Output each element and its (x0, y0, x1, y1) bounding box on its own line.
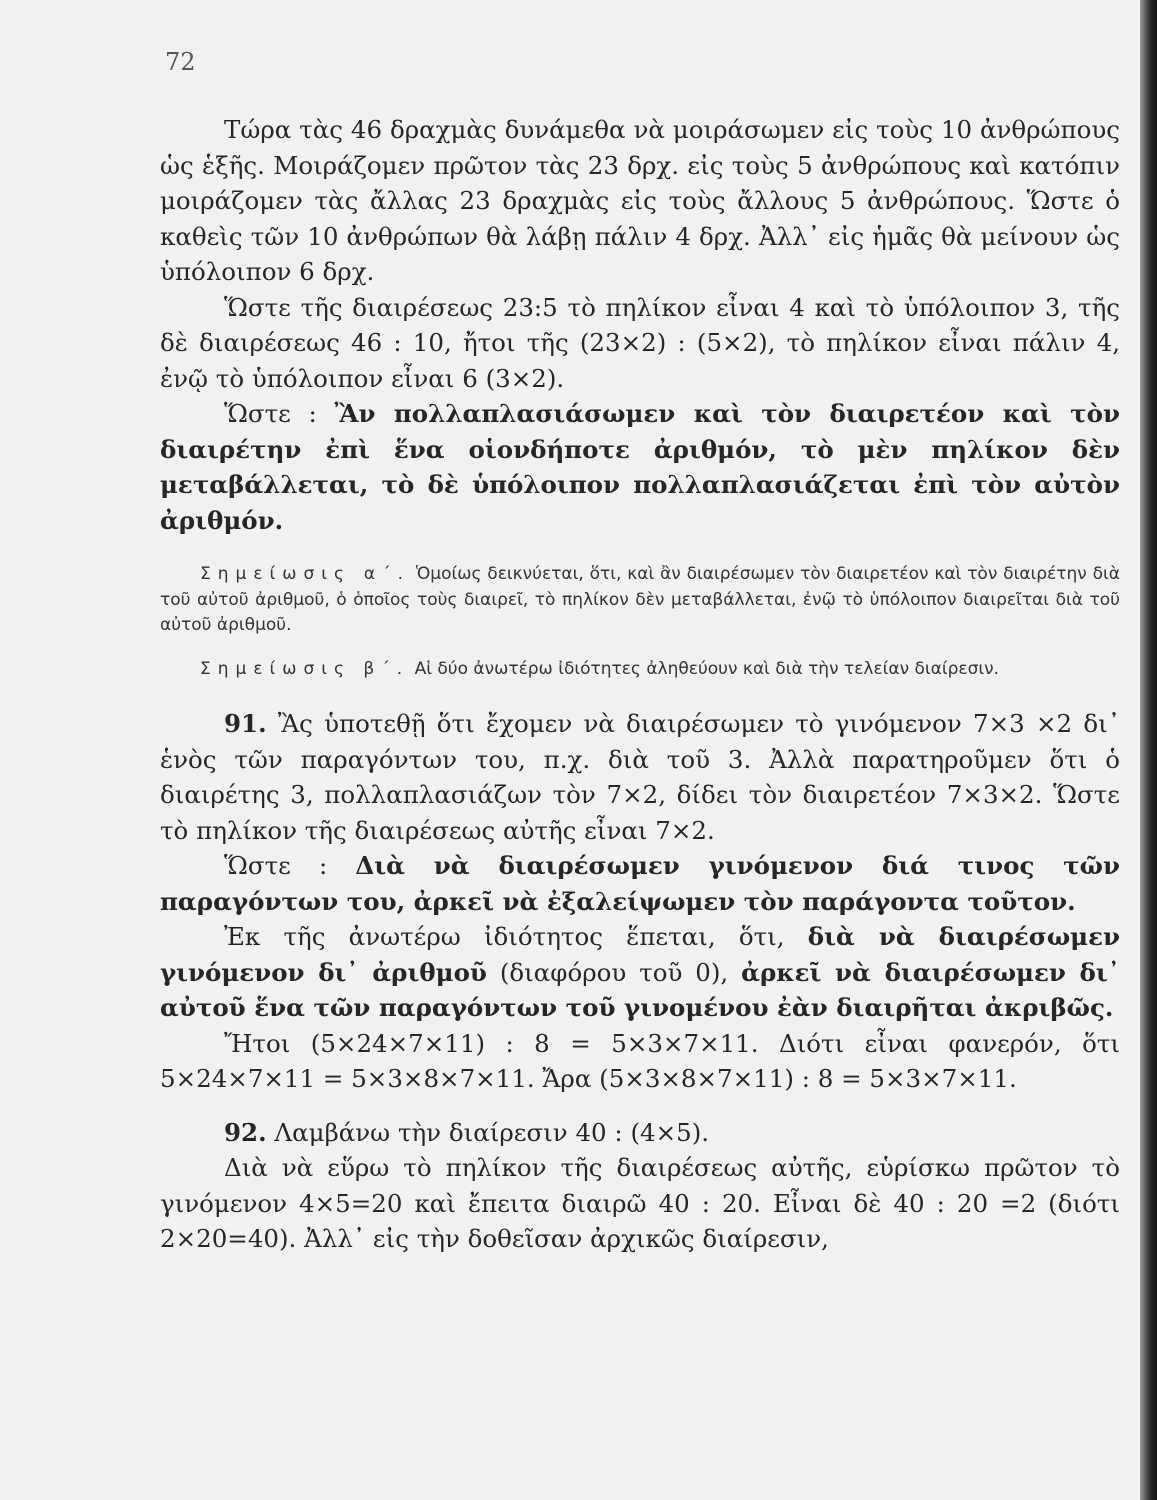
paragraph-division-example: Ὥστε τῆς διαιρέσεως 23:5 τὸ πηλίκον εἶναι 4 καὶ τὸ ὑπόλοιπον 3, τῆς δὲ διαιρέσεως 46 : 10, ἤτοι τῆς (23×2) : (5×2), τὸ πηλίκον εἶναι πάλιν 4, ἐνῷ τὸ ὑπόλοιπον εἶναι 6 (3×2). (160, 292, 1120, 393)
paragraph-drachmas: Τώρα τὰς 46 δραχμὰς δυνάμεθα νὰ μοιράσωμεν εἰς τοὺς 10 ἀνθρώπους ὡς ἑξῆς. Μοιράζομεν πρῶτον τὰς 23 δρχ. εἰς τοὺς 5 ἀνθρώπους καὶ κατόπιν μοιράζομεν τὰς ἄλλας 23 δραχμὰς εἰς τοὺς ἄλλους 5 ἀνθρώπους. Ὥστε ὁ καθεὶς τῶν 10 ἀνθρώπων θὰ λάβῃ πάλιν 4 δρχ. Ἀλλ᾽ εἰς ἡμᾶς θὰ μείνουν ὡς ὑπόλοιπον 6 δρχ. (160, 115, 1120, 286)
section-92-text: Λαμβάνω τὴν διαίρεσιν 40 : (4×5). (266, 1117, 710, 1147)
section-91 (160, 706, 1120, 848)
corollary-aside: (διαφόρου τοῦ 0), (486, 957, 742, 987)
page-number: 72 (165, 48, 196, 76)
note-alpha-text: Ὁμοίως δεικνύεται, ὅτι, καὶ ἂν διαιρέσωμεν τὸν διαιρετέον καὶ τὸν διαιρέτην διὰ τοῦ αὐτοῦ ἀριθμοῦ, ὁ ὁποῖος τοὺς διαιρεῖ, τὸ πηλίκον δὲν μεταβάλλεται, ἐνῷ τὸ ὑπόλοιπον διαιρεῖται διὰ τοῦ αὐτοῦ ἀριθμοῦ. (160, 564, 1120, 635)
rule-multiply (160, 396, 1120, 538)
corollary-bold-1: διὰ νὰ διαιρέσωμεν γινόμενον δι᾽ ἀριθμοῦ (160, 922, 1120, 987)
section-92 (160, 1115, 1120, 1151)
page-body (160, 112, 1120, 1257)
rule-bold-text: Ἂν πολλαπλασιάσωμεν καὶ τὸν διαιρετέον καὶ τὸν διαιρέτην ἐπὶ ἕνα οἱονδήποτε ἀριθμόν, τὸ μὲν πηλίκον δὲν μεταβάλλεται, τὸ δὲ ὑπόλοιπον πολλαπλασιάζεται ἐπὶ τὸν αὐτὸν ἀριθμόν. (160, 399, 1120, 535)
note-alpha (160, 562, 1120, 639)
note-alpha-label: Σημείωσις α΄. (200, 564, 410, 584)
section-92-number: 92. (224, 1117, 267, 1147)
corollary-bold-2: ἀρκεῖ νὰ διαιρέσωμεν δι᾽ αὐτοῦ ἕνα τῶν παραγόντων τοῦ γινομένου ἐὰν διαιρῆται ἀκριβῶς. (160, 957, 1120, 1022)
rule-divide-lead: Ὥστε : (224, 851, 356, 880)
example-product-division: Ἤτοι (5×24×7×11) : 8 = 5×3×7×11. Διότι εἶναι φανερόν, ὅτι 5×24×7×11 = 5×3×8×7×11. Ἄρα (5×3×8×7×11) : 8 = 5×3×7×11. (160, 1028, 1120, 1093)
section-91-number: 91. (224, 709, 267, 738)
corollary-intro: Ἐκ τῆς ἀνωτέρω ἰδιότητος ἕπεται, ὅτι, (224, 922, 808, 951)
corollary-paragraph (160, 919, 1120, 1026)
rule-lead: Ὥστε : (224, 399, 335, 428)
rule-divide-product (160, 848, 1120, 919)
note-beta-label: Σημείωσις β΄. (200, 658, 410, 679)
page-edge-shadow (1140, 0, 1157, 1500)
section-92-explanation: Διὰ νὰ εὕρω τὸ πηλίκον τῆς διαιρέσεως αὐτῆς, εὑρίσκω πρῶτον τὸ γινόμενον 4×5=20 καὶ ἔπειτα διαιρῶ 40 : 20. Εἶναι δὲ 40 : 20 =2 (διότι 2×20=40). Ἀλλ᾽ εἰς τὴν δοθεῖσαν ἀρχικῶς διαίρεσιν, (160, 1153, 1120, 1253)
rule-divide-bold: Διὰ νὰ διαιρέσωμεν γινόμενον διά τινος τῶν παραγόντων του, ἀρκεῖ νὰ ἐξαλείψωμεν τὸν παράγοντα τοῦτον. (160, 851, 1120, 916)
note-beta-text: Αἱ δύο ἀνωτέρω ἰδιότητες ἀληθεύουν καὶ διὰ τὴν τελείαν διαίρεσιν. (409, 658, 1000, 679)
note-beta (160, 657, 1120, 683)
section-91-text: Ἂς ὑποτεθῇ ὅτι ἔχομεν νὰ διαιρέσωμεν τὸ γινόμενον 7×3 ×2 δι᾽ ἑνὸς τῶν παραγόντων του, π.χ. διὰ τοῦ 3. Ἀλλὰ παρατηροῦμεν ὅτι ὁ διαιρέτης 3, πολλαπλασιάζων τὸν 7×2, δίδει τὸν διαιρετέον 7×3×2. Ὥστε τὸ πηλίκον τῆς διαιρέσεως αὐτῆς εἶναι 7×2. (160, 709, 1120, 845)
